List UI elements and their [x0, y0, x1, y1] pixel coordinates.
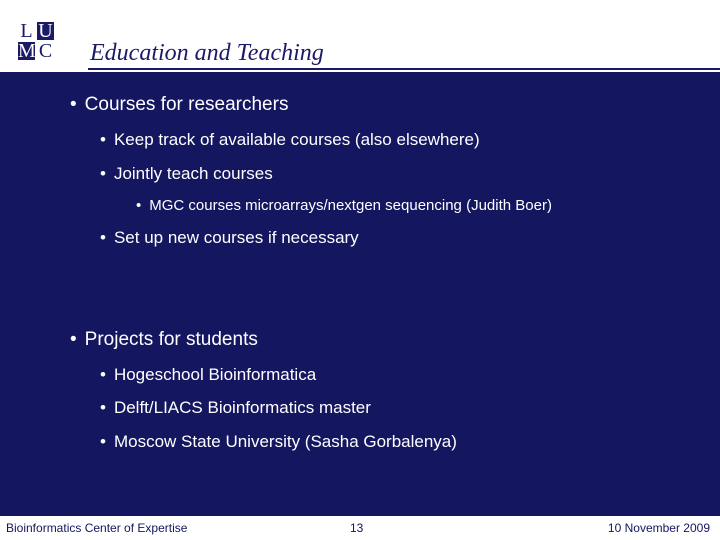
slide-title: Education and Teaching: [90, 40, 324, 66]
bullet-text: Hogeschool Bioinformatica: [113, 365, 317, 384]
bullet-dot: •: [100, 164, 106, 183]
bullet-projects-for-students: [70, 329, 258, 351]
bullet-text: Keep track of available courses (also elsewhere): [113, 130, 480, 149]
logo-letter-u: U: [38, 20, 53, 42]
bullet-dot: •: [70, 94, 77, 115]
bullet-text: Moscow State University (Sasha Gorbalenya): [113, 432, 457, 451]
bullet-keep-track: [100, 130, 480, 150]
bullet-set-up-new: [100, 228, 359, 248]
bullet-dot: •: [70, 329, 77, 350]
bullet-delft-liacs: [100, 398, 371, 418]
bullet-text: Courses for researchers: [84, 94, 289, 115]
footer-organization: Bioinformatics Center of Expertise: [6, 521, 188, 535]
footer-page-number: 13: [350, 521, 364, 535]
bullet-text: Projects for students: [84, 329, 258, 350]
bullet-dot: •: [136, 197, 142, 214]
bullet-dot: •: [100, 398, 106, 417]
logo-letter-c: C: [38, 40, 53, 62]
bullet-jointly-teach: [100, 164, 273, 184]
bullet-text: Jointly teach courses: [113, 164, 273, 183]
bullet-hogeschool: [100, 365, 316, 385]
bullet-dot: •: [100, 130, 106, 149]
footer-date: 10 November 2009: [607, 521, 710, 535]
bullet-text: MGC courses microarrays/nextgen sequencing (Judith Boer): [149, 197, 552, 214]
bullet-dot: •: [100, 228, 106, 247]
bullet-moscow-state: [100, 432, 457, 452]
bullet-mgc-courses: [136, 197, 552, 214]
lumc-logo: [18, 22, 56, 62]
bullet-text: Delft/LIACS Bioinformatics master: [113, 398, 371, 417]
bullet-dot: •: [100, 365, 106, 384]
logo-letter-l: L: [20, 20, 33, 42]
title-divider: [88, 68, 720, 70]
bullet-dot: •: [100, 432, 106, 451]
content-area: [0, 72, 720, 516]
logo-letter-m: M: [18, 40, 36, 62]
bullet-text: Set up new courses if necessary: [113, 228, 359, 247]
footer: [0, 516, 720, 540]
bullet-courses-for-researchers: [70, 94, 288, 116]
